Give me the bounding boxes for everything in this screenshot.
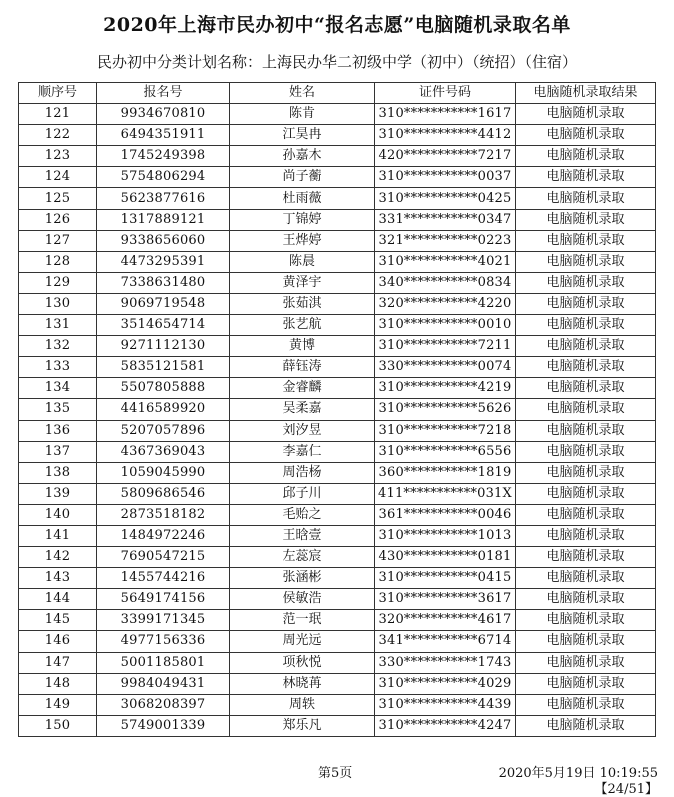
plan-name-subtitle: 民办初中分类计划名称：上海民办华二初级中学（初中）（统招）（住宿）	[96, 53, 577, 71]
cell-result: 电脑随机录取	[516, 104, 656, 125]
cell-name: 陈肯	[230, 104, 375, 125]
cell-name: 金睿麟	[230, 378, 375, 399]
cell-seq: 125	[19, 188, 97, 209]
cell-result: 电脑随机录取	[516, 441, 656, 462]
table-row	[19, 251, 656, 272]
cell-result: 电脑随机录取	[516, 694, 656, 715]
cell-result: 电脑随机录取	[516, 230, 656, 251]
cell-seq: 136	[19, 420, 97, 441]
table-row	[19, 125, 656, 146]
cell-seq: 144	[19, 589, 97, 610]
cell-result: 电脑随机录取	[516, 504, 656, 525]
cell-name: 周轶	[230, 694, 375, 715]
cell-id-number: 310***********4412	[375, 125, 516, 146]
cell-id-number: 310***********6556	[375, 441, 516, 462]
table-row	[19, 378, 656, 399]
cell-seq: 133	[19, 357, 97, 378]
cell-result: 电脑随机录取	[516, 251, 656, 272]
cell-result: 电脑随机录取	[516, 715, 656, 736]
table-row	[19, 420, 656, 441]
cell-name: 薛钰涛	[230, 357, 375, 378]
cell-seq: 124	[19, 167, 97, 188]
cell-name: 陈晨	[230, 251, 375, 272]
cell-result: 电脑随机录取	[516, 167, 656, 188]
cell-name: 侯敏浩	[230, 589, 375, 610]
column-header-id-number: 证件号码	[375, 83, 516, 104]
cell-name: 吴柔嘉	[230, 399, 375, 420]
cell-result: 电脑随机录取	[516, 293, 656, 314]
cell-seq: 150	[19, 715, 97, 736]
cell-seq: 145	[19, 610, 97, 631]
table-row	[19, 230, 656, 251]
cell-id-number: 310***********7211	[375, 336, 516, 357]
table-row	[19, 589, 656, 610]
table-row	[19, 568, 656, 589]
cell-name: 丁锦婷	[230, 209, 375, 230]
cell-id-number: 310***********4029	[375, 673, 516, 694]
cell-name: 张涵彬	[230, 568, 375, 589]
cell-seq: 135	[19, 399, 97, 420]
cell-id-number: 331***********0347	[375, 209, 516, 230]
cell-id-number: 430***********0181	[375, 547, 516, 568]
cell-seq: 146	[19, 631, 97, 652]
cell-registration-no: 1455744216	[97, 568, 230, 589]
table-row	[19, 694, 656, 715]
cell-registration-no: 3068208397	[97, 694, 230, 715]
cell-id-number: 341***********6714	[375, 631, 516, 652]
cell-seq: 141	[19, 525, 97, 546]
cell-registration-no: 6494351911	[97, 125, 230, 146]
cell-registration-no: 4367369043	[97, 441, 230, 462]
cell-name: 左蕊宸	[230, 547, 375, 568]
cell-registration-no: 4977156336	[97, 631, 230, 652]
print-datetime: 2020年5月19日 10:19:55	[498, 766, 658, 781]
cell-result: 电脑随机录取	[516, 673, 656, 694]
cell-seq: 147	[19, 652, 97, 673]
cell-id-number: 320***********4220	[375, 293, 516, 314]
table-row	[19, 673, 656, 694]
cell-result: 电脑随机录取	[516, 336, 656, 357]
cell-id-number: 321***********0223	[375, 230, 516, 251]
cell-name: 王晗壹	[230, 525, 375, 546]
cell-seq: 134	[19, 378, 97, 399]
cell-registration-no: 5001185801	[97, 652, 230, 673]
cell-id-number: 310***********0037	[375, 167, 516, 188]
cell-result: 电脑随机录取	[516, 547, 656, 568]
cell-id-number: 361***********0046	[375, 504, 516, 525]
cell-name: 毛贻之	[230, 504, 375, 525]
cell-seq: 128	[19, 251, 97, 272]
cell-registration-no: 5623877616	[97, 188, 230, 209]
table-row	[19, 293, 656, 314]
cell-id-number: 330***********1743	[375, 652, 516, 673]
page-counter: 【24/51】	[594, 782, 658, 797]
cell-name: 刘汐昱	[230, 420, 375, 441]
cell-registration-no: 1317889121	[97, 209, 230, 230]
cell-id-number: 310***********7218	[375, 420, 516, 441]
cell-registration-no: 5649174156	[97, 589, 230, 610]
table-row	[19, 462, 656, 483]
cell-result: 电脑随机录取	[516, 610, 656, 631]
table-row	[19, 272, 656, 293]
cell-registration-no: 4416589920	[97, 399, 230, 420]
column-header-name: 姓名	[230, 83, 375, 104]
cell-result: 电脑随机录取	[516, 483, 656, 504]
admission-table	[18, 82, 656, 737]
cell-name: 郑乐凡	[230, 715, 375, 736]
cell-seq: 139	[19, 483, 97, 504]
cell-result: 电脑随机录取	[516, 568, 656, 589]
cell-seq: 142	[19, 547, 97, 568]
cell-name: 项秋悦	[230, 652, 375, 673]
table-row	[19, 357, 656, 378]
cell-id-number: 310***********3617	[375, 589, 516, 610]
cell-seq: 126	[19, 209, 97, 230]
column-header-result: 电脑随机录取结果	[516, 83, 656, 104]
cell-registration-no: 1484972246	[97, 525, 230, 546]
cell-name: 张茹淇	[230, 293, 375, 314]
cell-id-number: 330***********0074	[375, 357, 516, 378]
cell-id-number: 310***********0415	[375, 568, 516, 589]
cell-seq: 122	[19, 125, 97, 146]
cell-name: 黄泽宇	[230, 272, 375, 293]
cell-seq: 121	[19, 104, 97, 125]
cell-result: 电脑随机录取	[516, 272, 656, 293]
cell-result: 电脑随机录取	[516, 357, 656, 378]
cell-seq: 123	[19, 146, 97, 167]
cell-registration-no: 1745249398	[97, 146, 230, 167]
cell-id-number: 310***********4219	[375, 378, 516, 399]
table-row	[19, 525, 656, 546]
cell-name: 李嘉仁	[230, 441, 375, 462]
cell-registration-no: 9069719548	[97, 293, 230, 314]
cell-result: 电脑随机录取	[516, 188, 656, 209]
cell-registration-no: 4473295391	[97, 251, 230, 272]
cell-seq: 131	[19, 315, 97, 336]
table-row	[19, 336, 656, 357]
cell-id-number: 340***********0834	[375, 272, 516, 293]
cell-result: 电脑随机录取	[516, 378, 656, 399]
cell-seq: 137	[19, 441, 97, 462]
cell-registration-no: 7690547215	[97, 547, 230, 568]
cell-name: 邱子川	[230, 483, 375, 504]
table-row	[19, 652, 656, 673]
cell-seq: 129	[19, 272, 97, 293]
cell-registration-no: 5207057896	[97, 420, 230, 441]
cell-name: 张艺航	[230, 315, 375, 336]
cell-registration-no: 9338656060	[97, 230, 230, 251]
table-row	[19, 483, 656, 504]
cell-registration-no: 5754806294	[97, 167, 230, 188]
cell-seq: 148	[19, 673, 97, 694]
table-row	[19, 504, 656, 525]
cell-name: 范一珉	[230, 610, 375, 631]
cell-id-number: 310***********4021	[375, 251, 516, 272]
cell-registration-no: 5809686546	[97, 483, 230, 504]
cell-id-number: 310***********5626	[375, 399, 516, 420]
table-body	[19, 104, 656, 737]
table-row	[19, 209, 656, 230]
table-row	[19, 441, 656, 462]
table-header	[19, 83, 656, 104]
cell-registration-no: 7338631480	[97, 272, 230, 293]
cell-result: 电脑随机录取	[516, 631, 656, 652]
cell-result: 电脑随机录取	[516, 652, 656, 673]
cell-name: 黄博	[230, 336, 375, 357]
cell-id-number: 411***********031X	[375, 483, 516, 504]
cell-registration-no: 9271112130	[97, 336, 230, 357]
cell-name: 周浩杨	[230, 462, 375, 483]
cell-name: 尚子蘅	[230, 167, 375, 188]
cell-name: 孙嘉木	[230, 146, 375, 167]
cell-id-number: 420***********7217	[375, 146, 516, 167]
cell-id-number: 310***********0425	[375, 188, 516, 209]
cell-id-number: 310***********1013	[375, 525, 516, 546]
cell-result: 电脑随机录取	[516, 125, 656, 146]
page-number: 第5页	[318, 766, 353, 781]
table-row	[19, 315, 656, 336]
cell-id-number: 320***********4617	[375, 610, 516, 631]
cell-result: 电脑随机录取	[516, 420, 656, 441]
cell-name: 杜雨薇	[230, 188, 375, 209]
cell-name: 江昊冉	[230, 125, 375, 146]
column-header-registration-no: 报名号	[97, 83, 230, 104]
header-row	[19, 83, 656, 104]
cell-registration-no: 5507805888	[97, 378, 230, 399]
document-title: 2020年上海市民办初中“报名志愿”电脑随机录取名单	[103, 14, 571, 36]
table-row	[19, 146, 656, 167]
cell-result: 电脑随机录取	[516, 146, 656, 167]
cell-result: 电脑随机录取	[516, 209, 656, 230]
cell-id-number: 310***********1617	[375, 104, 516, 125]
cell-id-number: 310***********4439	[375, 694, 516, 715]
table-row	[19, 188, 656, 209]
table-row	[19, 547, 656, 568]
cell-name: 周光远	[230, 631, 375, 652]
cell-result: 电脑随机录取	[516, 589, 656, 610]
cell-id-number: 360***********1819	[375, 462, 516, 483]
cell-registration-no: 3514654714	[97, 315, 230, 336]
cell-seq: 140	[19, 504, 97, 525]
cell-result: 电脑随机录取	[516, 525, 656, 546]
cell-registration-no: 2873518182	[97, 504, 230, 525]
cell-name: 王烨婷	[230, 230, 375, 251]
column-header-seq: 顺序号	[19, 83, 97, 104]
table-row	[19, 399, 656, 420]
cell-result: 电脑随机录取	[516, 462, 656, 483]
table-row	[19, 715, 656, 736]
cell-registration-no: 3399171345	[97, 610, 230, 631]
cell-result: 电脑随机录取	[516, 399, 656, 420]
cell-registration-no: 5835121581	[97, 357, 230, 378]
table-row	[19, 167, 656, 188]
cell-seq: 149	[19, 694, 97, 715]
cell-name: 林晓苒	[230, 673, 375, 694]
cell-seq: 127	[19, 230, 97, 251]
cell-registration-no: 9934670810	[97, 104, 230, 125]
table-row	[19, 104, 656, 125]
cell-registration-no: 9984049431	[97, 673, 230, 694]
cell-result: 电脑随机录取	[516, 315, 656, 336]
table-row	[19, 631, 656, 652]
cell-id-number: 310***********4247	[375, 715, 516, 736]
cell-seq: 130	[19, 293, 97, 314]
table-row	[19, 610, 656, 631]
cell-seq: 138	[19, 462, 97, 483]
cell-registration-no: 1059045990	[97, 462, 230, 483]
cell-seq: 132	[19, 336, 97, 357]
cell-registration-no: 5749001339	[97, 715, 230, 736]
cell-seq: 143	[19, 568, 97, 589]
cell-id-number: 310***********0010	[375, 315, 516, 336]
